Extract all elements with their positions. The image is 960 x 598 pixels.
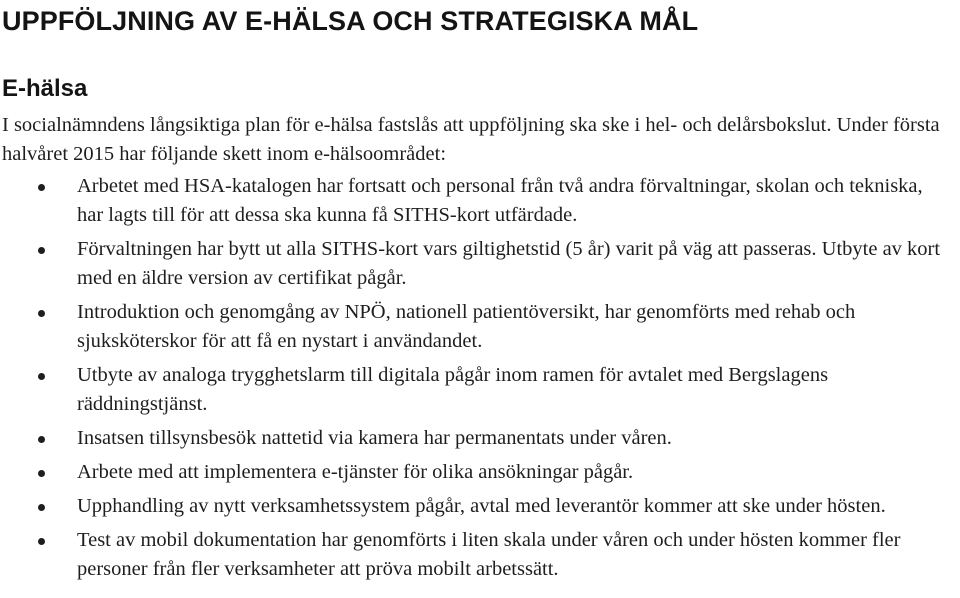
list-item-text: Arbete med att implementera e-tjänster för olika ansökningar pågår. (77, 461, 634, 483)
list-item (0, 526, 960, 584)
intro-paragraph: I socialnämndens långsiktiga plan för e-hälsa fastslås att uppföljning ska ske i hel- och delårsbokslut. Under första halvåret 2015 har följande skett inom e-hälsoområdet: (2, 114, 940, 165)
list-item-text: Test av mobil dokumentation har genomförts i liten skala under våren och under hösten kommer fler personer från fler verksamheter att pröva mobilt arbetssätt. (77, 529, 901, 580)
list-item (0, 298, 960, 356)
bullet-icon (38, 310, 45, 317)
list-item (0, 172, 960, 230)
bullet-icon (38, 436, 45, 443)
bullet-icon (38, 504, 45, 511)
bullet-icon (38, 184, 45, 191)
list-item-text: Introduktion och genomgång av NPÖ, nationell patientöversikt, har genomförts med rehab och sjuksköterskor för att få en nystart i användandet. (77, 301, 856, 352)
section-title: E-hälsa (2, 75, 88, 102)
list-item (0, 458, 960, 487)
list-item-text: Insatsen tillsynsbesök nattetid via kamera har permanentats under våren. (77, 427, 672, 449)
list-item-text: Arbetet med HSA-katalogen har fortsatt och personal från två andra förvaltningar, skolan och tekniska, har lagts till för att dessa ska kunna få SITHS-kort utfärdade. (77, 175, 923, 226)
list-item (0, 424, 960, 453)
main-title: UPPFÖLJNING AV E-HÄLSA OCH STRATEGISKA MÅL (2, 6, 699, 36)
list-item-text: Upphandling av nytt verksamhetssystem pågår, avtal med leverantör kommer att ske under hösten. (77, 495, 886, 517)
list-item-text: Utbyte av analoga trygghetslarm till digitala pågår inom ramen för avtalet med Bergslagens räddningstjänst. (77, 364, 829, 415)
bullet-icon (38, 247, 45, 254)
list-item-text: Förvaltningen har bytt ut alla SITHS-kort vars giltighetstid (5 år) varit på väg att passeras. Utbyte av kort med en äldre version av certifikat pågår. (77, 238, 941, 289)
list-item (0, 361, 960, 419)
bullet-icon (38, 470, 45, 477)
bullet-list (0, 172, 960, 589)
bullet-icon (38, 538, 45, 545)
list-item (0, 492, 960, 521)
bullet-icon (38, 373, 45, 380)
list-item (0, 235, 960, 293)
